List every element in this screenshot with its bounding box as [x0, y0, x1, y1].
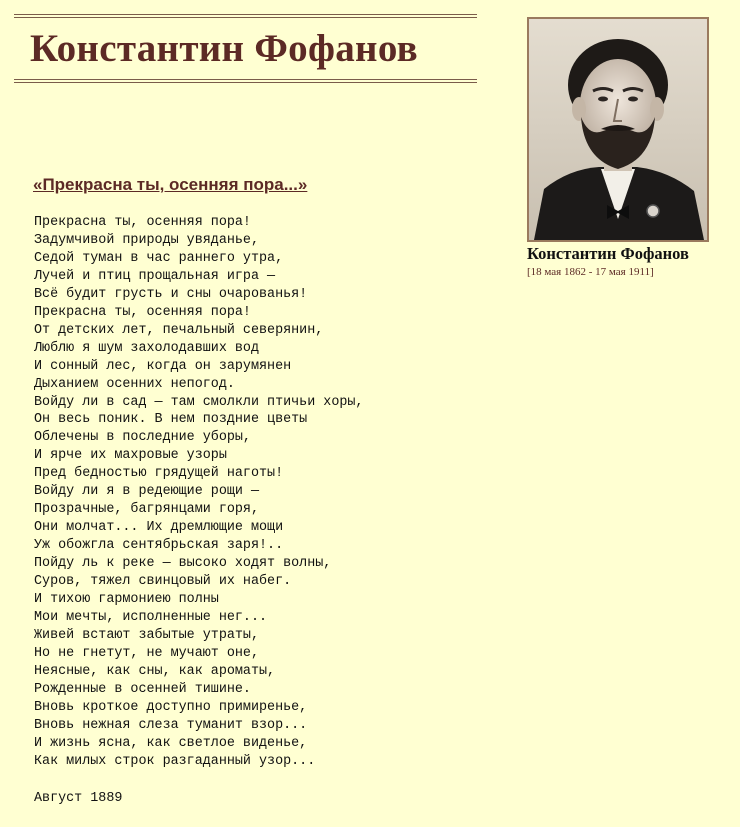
poem-date: Август 1889: [34, 791, 123, 806]
portrait-image: [529, 19, 707, 240]
poem-text: Прекрасна ты, осенняя пора! Задумчивой природы увяданье, Седой туман в час раннего утра, Лучей и птиц прощальная игра — Всё будит грусть и сны очарованья! Прекрасна ты, осенняя пора! От детских лет, печальный северянин, Люблю я шум захолодавших вод И сонный лес, когда он зарумянен Дыханием осенних непогод. Войду ли в сад — там смолкли птичьи хоры, Он весь поник. В нем поздние цветы Облечены в последние уборы, И ярче их махровые узоры Пред бедностью грядущей наготы! Войду ли я в редеющие рощи — Прозрачные, багрянцами горя, Они молчат... Их дремлющие мощи Уж обожгла сентябрьская заря!.. Пойду ль к реке — высоко ходят волны, Суров, тяжел свинцовый их набег. И тихою гармониею полны Мои мечты, исполненные нег... Живей встают забытые утраты, Но не гнетут, не мучают оне, Неясные, как сны, как ароматы, Рожденные в осенней тишине. Вновь кроткое доступно примиренье, Вновь нежная слеза туманит взор... И жизнь ясна, как светлое виденье, Как милых строк разгаданный узор...: [34, 215, 364, 769]
header-bottom-rule: [14, 79, 477, 83]
author-life-dates: [18 мая 1862 - 17 мая 1911]: [527, 266, 654, 278]
author-name-caption: Константин Фофанов: [527, 244, 689, 263]
author-portrait: [527, 17, 709, 242]
poem-title-link[interactable]: «Прекрасна ты, осенняя пора...»: [33, 175, 308, 194]
header-top-rule: [14, 14, 477, 18]
page-header: [14, 14, 477, 83]
page-title: Константин Фофанов: [30, 27, 419, 70]
